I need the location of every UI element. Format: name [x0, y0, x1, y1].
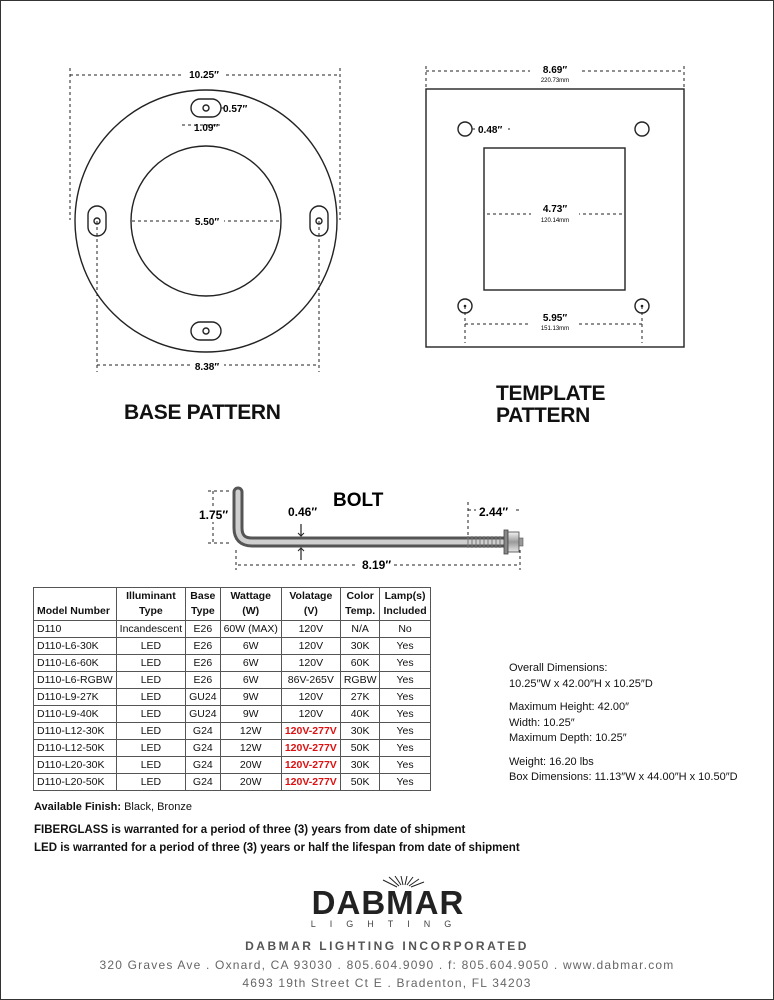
- table-row: [34, 689, 431, 706]
- specs-table: [33, 587, 431, 791]
- dimensions-block: [509, 661, 738, 786]
- table-cell: 120V-277V: [281, 774, 340, 791]
- bolt-dim-thread: 2.44″: [479, 505, 509, 519]
- template-dim-square-mm: 120.14mm: [540, 218, 570, 224]
- table-cell: Yes: [380, 689, 430, 706]
- table-row: [34, 723, 431, 740]
- template-pattern-drawing: [415, 58, 695, 353]
- bolt-dim-height: 1.75″: [199, 508, 229, 522]
- table-row: [34, 655, 431, 672]
- table-cell: 120V: [281, 621, 340, 638]
- template-title-line1: TEMPLATE: [496, 382, 606, 405]
- table-cell: 20W: [220, 757, 281, 774]
- table-cell: Yes: [380, 638, 430, 655]
- header-line: Type: [139, 605, 163, 617]
- table-cell: 120V-277V: [281, 740, 340, 757]
- table-cell: D110-L20-50K: [34, 774, 117, 791]
- table-cell: D110-L12-30K: [34, 723, 117, 740]
- table-cell: 9W: [220, 706, 281, 723]
- specs-table-body: [34, 621, 431, 791]
- table-cell: D110-L9-27K: [34, 689, 117, 706]
- specs-column-header: [340, 588, 380, 621]
- table-cell: Yes: [380, 740, 430, 757]
- template-dim-width-mm: 220.73mm: [540, 78, 570, 84]
- table-cell: D110-L6-30K: [34, 638, 117, 655]
- warranty-fiberglass: FIBERGLASS is warranted for a period of three (3) years from date of shipment: [34, 824, 466, 836]
- template-hole-tr: [635, 122, 649, 136]
- table-row: [34, 774, 431, 791]
- table-cell: 60W (MAX): [220, 621, 281, 638]
- table-cell: 6W: [220, 638, 281, 655]
- header-line: Base: [190, 590, 216, 602]
- table-cell: D110-L20-30K: [34, 757, 117, 774]
- max-height: Maximum Height: 42.00″: [509, 701, 630, 713]
- table-cell: G24: [186, 757, 220, 774]
- finish-label: Available Finish:: [34, 801, 122, 813]
- table-cell: GU24: [186, 706, 220, 723]
- base-pattern-drawing: [60, 60, 360, 380]
- header-line: [37, 589, 113, 604]
- address-line-2: 4693 19th Street Ct E . Bradenton, FL 34203: [242, 976, 532, 990]
- header-line: Temp.: [345, 605, 376, 617]
- finish-value: Black, Bronze: [124, 801, 192, 813]
- table-cell: 6W: [220, 672, 281, 689]
- template-title-line2: PATTERN: [496, 404, 590, 427]
- base-pattern-title: BASE PATTERN: [124, 401, 281, 424]
- table-cell: 120V: [281, 706, 340, 723]
- table-cell: N/A: [340, 621, 380, 638]
- specs-column-header: [34, 588, 117, 621]
- table-cell: LED: [116, 740, 185, 757]
- table-cell: GU24: [186, 689, 220, 706]
- header-line: (V): [303, 605, 318, 617]
- specs-column-header: [186, 588, 220, 621]
- table-cell: 60K: [340, 655, 380, 672]
- header-line: Included: [383, 605, 427, 617]
- table-row: [34, 757, 431, 774]
- width: Width: 10.25″: [509, 716, 575, 729]
- table-cell: LED: [116, 706, 185, 723]
- warranty-led: LED is warranted for a period of three (3) years or half the lifespan from date of shipment: [34, 842, 520, 854]
- table-cell: Yes: [380, 757, 430, 774]
- specs-column-header: [380, 588, 430, 621]
- table-row: [34, 706, 431, 723]
- table-cell: LED: [116, 757, 185, 774]
- table-cell: G24: [186, 723, 220, 740]
- available-finish: [34, 801, 192, 813]
- table-cell: 50K: [340, 774, 380, 791]
- template-dim-hole: 0.48″: [478, 125, 503, 136]
- max-depth: Maximum Depth: 10.25″: [509, 732, 627, 744]
- specs-column-header: [220, 588, 281, 621]
- table-cell: Yes: [380, 706, 430, 723]
- template-dim-width: 8.69″: [542, 65, 568, 76]
- table-cell: 12W: [220, 740, 281, 757]
- table-cell: 30K: [340, 723, 380, 740]
- header-line: Volatage: [289, 590, 333, 602]
- header-line: Lamp(s): [384, 590, 426, 602]
- table-cell: Incandescent: [116, 621, 185, 638]
- table-cell: 120V-277V: [281, 723, 340, 740]
- table-row: [34, 621, 431, 638]
- table-cell: LED: [116, 655, 185, 672]
- box-dimensions: Box Dimensions: 11.13″W x 44.00″H x 10.50″D: [509, 771, 738, 783]
- table-cell: LED: [116, 672, 185, 689]
- specs-header-row: [34, 588, 431, 621]
- bolt-washer: [504, 530, 508, 554]
- table-cell: D110: [34, 621, 117, 638]
- overall-dimensions-label: Overall Dimensions:: [509, 662, 608, 674]
- table-cell: E26: [186, 672, 220, 689]
- template-hole-tl: [458, 122, 472, 136]
- table-cell: 30K: [340, 638, 380, 655]
- table-cell: Yes: [380, 655, 430, 672]
- table-cell: D110-L6-RGBW: [34, 672, 117, 689]
- table-cell: 50K: [340, 740, 380, 757]
- template-pattern-title: [496, 383, 605, 427]
- table-cell: 27K: [340, 689, 380, 706]
- table-cell: LED: [116, 723, 185, 740]
- logo-sub-text: LIGHTING: [310, 919, 466, 929]
- header-line: Color: [346, 590, 374, 602]
- table-cell: RGBW: [340, 672, 380, 689]
- table-cell: LED: [116, 689, 185, 706]
- logo-main-text: DABMAR: [311, 884, 465, 921]
- table-cell: 12W: [220, 723, 281, 740]
- bolt-title: BOLT: [333, 490, 384, 511]
- base-dim-outer: 10.25″: [189, 70, 219, 81]
- base-slot-top: [191, 99, 221, 117]
- table-cell: Yes: [380, 774, 430, 791]
- header-line: Type: [190, 605, 215, 617]
- address-line-1: 320 Graves Ave . Oxnard, CA 93030 . 805.604.9090 . f: 805.604.9050 . www.dabmar.com: [99, 958, 675, 972]
- table-cell: 120V: [281, 655, 340, 672]
- table-cell: 20W: [220, 774, 281, 791]
- header-line: Wattage: [230, 590, 271, 602]
- table-cell: 120V: [281, 638, 340, 655]
- template-dim-holes: 5.95″: [542, 313, 568, 324]
- table-row: [34, 638, 431, 655]
- table-cell: Yes: [380, 672, 430, 689]
- table-cell: G24: [186, 774, 220, 791]
- base-dim-inner: 5.50″: [194, 217, 220, 228]
- table-cell: D110-L9-40K: [34, 706, 117, 723]
- dabmar-logo: [283, 876, 493, 930]
- base-slot-bottom: [191, 322, 221, 340]
- table-cell: 40K: [340, 706, 380, 723]
- table-cell: 6W: [220, 655, 281, 672]
- table-cell: No: [380, 621, 430, 638]
- base-dim-bolt: 8.38″: [194, 362, 220, 373]
- table-cell: 120V-277V: [281, 757, 340, 774]
- table-cell: G24: [186, 740, 220, 757]
- bolt-dim-dia: 0.46″: [288, 505, 318, 519]
- base-dim-slot-w: 0.57″: [223, 104, 248, 115]
- table-cell: E26: [186, 655, 220, 672]
- header-line: (W): [242, 605, 260, 617]
- table-cell: 9W: [220, 689, 281, 706]
- weight: Weight: 16.20 lbs: [509, 755, 594, 768]
- table-row: [34, 672, 431, 689]
- table-cell: E26: [186, 621, 220, 638]
- table-row: [34, 740, 431, 757]
- table-cell: LED: [116, 638, 185, 655]
- template-dim-square: 4.73″: [542, 204, 568, 215]
- specs-column-header: [281, 588, 340, 621]
- table-cell: D110-L12-50K: [34, 740, 117, 757]
- header-line: Model Number: [37, 605, 110, 617]
- table-cell: 120V: [281, 689, 340, 706]
- specs-column-header: [116, 588, 185, 621]
- bolt-nut: [508, 532, 519, 552]
- table-cell: LED: [116, 774, 185, 791]
- template-dim-holes-mm: 151.13mm: [540, 326, 570, 332]
- table-cell: D110-L6-60K: [34, 655, 117, 672]
- table-cell: 30K: [340, 757, 380, 774]
- company-name: DABMAR LIGHTING INCORPORATED: [245, 939, 529, 953]
- bolt-drawing: [198, 480, 538, 575]
- table-cell: 86V-265V: [281, 672, 340, 689]
- base-dim-slot-l: 1.09″: [194, 123, 219, 134]
- bolt-dim-length: 8.19″: [362, 558, 392, 572]
- table-cell: Yes: [380, 723, 430, 740]
- header-line: Illuminant: [126, 590, 176, 602]
- overall-dimensions-value: 10.25″W x 42.00″H x 10.25″D: [509, 677, 653, 690]
- table-cell: E26: [186, 638, 220, 655]
